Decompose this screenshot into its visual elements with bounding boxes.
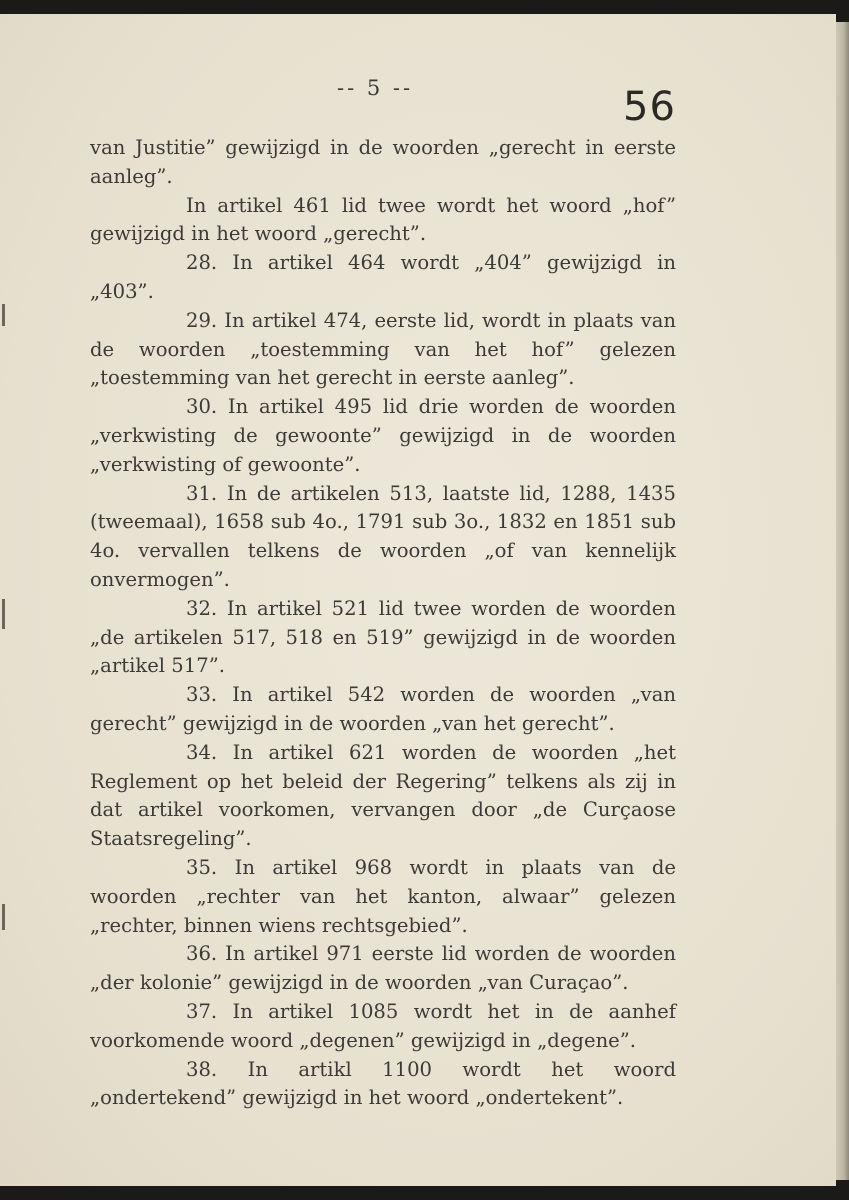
binding-mark	[2, 904, 5, 930]
paragraph: 30. In artikel 495 lid drie worden de woorden „verkwisting de gewoonte” gewijzigd in de woorden „verkwisting of gewoonte”.	[90, 395, 676, 476]
paragraph: 34. In artikel 621 worden de woorden „het Reglement op het beleid der Regering” telkens als zij in dat artikel voorkomen, vervangen door „de Curçaose Staatsregeling”.	[90, 740, 676, 851]
paragraph: 35. In artikel 968 wordt in plaats van de woorden „rechter van het kanton, alwaar” gelezen „rechter, binnen wiens rechtsgebied”.	[90, 855, 676, 937]
paragraph: 29. In artikel 474, eerste lid, wordt in plaats van de woorden „toestemming van het hof” gelezen „toestemming van het gerecht in eerste aanleg”.	[90, 308, 676, 390]
document-body	[90, 134, 676, 1113]
paragraph: 32. In artikel 521 lid twee worden de woorden „de artikelen 517, 518 en 519” gewijzigd in de woorden „artikel 517”.	[90, 596, 676, 678]
paragraph: 38. In artikl 1100 wordt het woord „ondertekend” gewijzigd in het woord „ondertekent”.	[90, 1057, 676, 1110]
paragraph: 36. In artikel 971 eerste lid worden de woorden „der kolonie” gewijzigd in de woorden „van Curaçao”.	[90, 942, 676, 995]
binding-mark	[2, 599, 5, 629]
paragraph: In artikel 461 lid twee wordt het woord „hof” gewijzigd in het woord „gerecht”.	[90, 193, 676, 246]
paragraph: van Justitie” gewijzigd in de woorden „gerecht in eerste aanleg”.	[90, 136, 676, 188]
page-edge	[836, 22, 849, 1180]
page-sheet	[0, 14, 836, 1186]
paragraph: 33. In artikel 542 worden de woorden „van gerecht” gewijzigd in de woorden „van het gerecht”.	[90, 683, 676, 735]
paragraph: 37. In artikel 1085 wordt het in de aanhef voorkomende woord „degenen” gewijzigd in „degene”.	[90, 999, 676, 1052]
binding-mark	[2, 304, 5, 326]
page-folio: -- 5 --	[337, 76, 414, 100]
paragraph: 28. In artikel 464 wordt „404” gewijzigd in „403”.	[90, 251, 676, 303]
paragraph: 31. In de artikelen 513, laatste lid, 1288, 1435 (tweemaal), 1658 sub 4o., 1791 sub 3o., 1832 en 1851 sub 4o. vervallen telkens de woorden „of van kennelijk onvermogen”.	[90, 481, 676, 591]
stamped-page-number: 56	[623, 84, 676, 130]
